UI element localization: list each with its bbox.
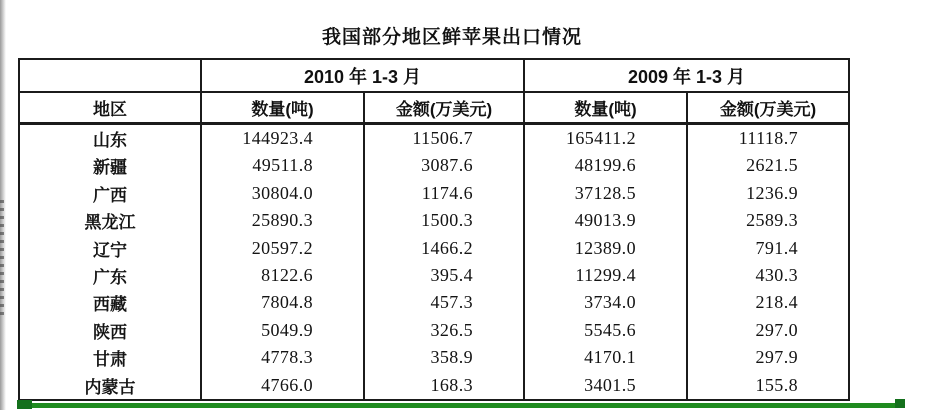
- scan-edge-marks: [0, 200, 4, 320]
- table-row: [19, 344, 849, 371]
- quantity-2009-cell: 11299.4: [524, 262, 687, 289]
- period-header-row: [19, 59, 849, 92]
- amount-2010-cell: 395.4: [364, 262, 524, 289]
- amount-2009-cell: 297.9: [687, 344, 849, 371]
- table-row: [19, 123, 849, 152]
- amount-2009-cell: 791.4: [687, 234, 849, 261]
- amount-2010-cell: 1500.3: [364, 207, 524, 234]
- period-2009-header: 2009 年 1-3 月: [524, 59, 849, 92]
- quantity-2010-cell: 4766.0: [201, 371, 364, 400]
- region-cell: 内蒙古: [84, 377, 136, 397]
- amount-2009-cell: 155.8: [687, 371, 849, 400]
- quantity-2009-cell: 3401.5: [524, 371, 687, 400]
- amount-2010-cell: 11506.7: [364, 123, 524, 152]
- green-underline-right-cap: [895, 399, 905, 408]
- column-header-row: [19, 92, 849, 123]
- quantity-2009-cell: 48199.6: [524, 152, 687, 179]
- table-row: [19, 262, 849, 289]
- quantity-2010-column-header: 数量(吨): [201, 92, 364, 123]
- quantity-2009-cell: 165411.2: [524, 123, 687, 152]
- region-cell: 甘肃: [93, 350, 127, 370]
- table-row: [19, 179, 849, 206]
- amount-2009-cell: 218.4: [687, 289, 849, 316]
- amount-2010-cell: 3087.6: [364, 152, 524, 179]
- amount-2010-cell: 1466.2: [364, 234, 524, 261]
- apple-export-table: [18, 58, 850, 401]
- green-underline-left-cap: [17, 400, 32, 409]
- quantity-2009-cell: 37128.5: [524, 179, 687, 206]
- amount-2010-cell: 326.5: [364, 317, 524, 344]
- region-cell: 陕西: [93, 322, 127, 342]
- quantity-2010-cell: 49511.8: [201, 152, 364, 179]
- quantity-2009-cell: 3734.0: [524, 289, 687, 316]
- table-row: [19, 207, 849, 234]
- quantity-2009-cell: 5545.6: [524, 317, 687, 344]
- region-column-header: 地区: [19, 92, 201, 123]
- amount-2010-cell: 1174.6: [364, 179, 524, 206]
- amount-2009-cell: 11118.7: [687, 123, 849, 152]
- table-row: [19, 152, 849, 179]
- table-row: [19, 289, 849, 316]
- amount-2009-column-header: 金额(万美元): [687, 92, 849, 123]
- region-cell: 广东: [93, 267, 127, 287]
- table-row: [19, 317, 849, 344]
- quantity-2009-cell: 4170.1: [524, 344, 687, 371]
- amount-2009-cell: 2621.5: [687, 152, 849, 179]
- table-row: [19, 371, 849, 400]
- quantity-2010-cell: 20597.2: [201, 234, 364, 261]
- quantity-2010-cell: 30804.0: [201, 179, 364, 206]
- region-cell: 黑龙江: [84, 213, 136, 233]
- amount-2009-cell: 297.0: [687, 317, 849, 344]
- quantity-2010-cell: 5049.9: [201, 317, 364, 344]
- region-cell: 山东: [93, 130, 127, 150]
- quantity-2010-cell: 25890.3: [201, 207, 364, 234]
- period-2010-header: 2010 年 1-3 月: [201, 59, 524, 92]
- table-row: [19, 234, 849, 261]
- amount-2010-cell: 457.3: [364, 289, 524, 316]
- amount-2010-cell: 168.3: [364, 371, 524, 400]
- amount-2010-cell: 358.9: [364, 344, 524, 371]
- table-title: 我国部分地区鲜苹果出口情况: [321, 27, 582, 48]
- corner-cell: [19, 59, 201, 92]
- quantity-2010-cell: 7804.8: [201, 289, 364, 316]
- quantity-2009-cell: 49013.9: [524, 207, 687, 234]
- region-cell: 辽宁: [93, 240, 127, 260]
- amount-2009-cell: 1236.9: [687, 179, 849, 206]
- quantity-2010-cell: 144923.4: [201, 123, 364, 152]
- quantity-2010-cell: 8122.6: [201, 262, 364, 289]
- quantity-2010-cell: 4778.3: [201, 344, 364, 371]
- region-cell: 西藏: [93, 295, 127, 315]
- amount-2009-cell: 430.3: [687, 262, 849, 289]
- quantity-2009-column-header: 数量(吨): [524, 92, 687, 123]
- region-cell: 新疆: [93, 158, 127, 178]
- amount-2010-column-header: 金额(万美元): [364, 92, 524, 123]
- green-scan-underline: [20, 403, 905, 408]
- quantity-2009-cell: 12389.0: [524, 234, 687, 261]
- region-cell: 广西: [93, 185, 127, 205]
- amount-2009-cell: 2589.3: [687, 207, 849, 234]
